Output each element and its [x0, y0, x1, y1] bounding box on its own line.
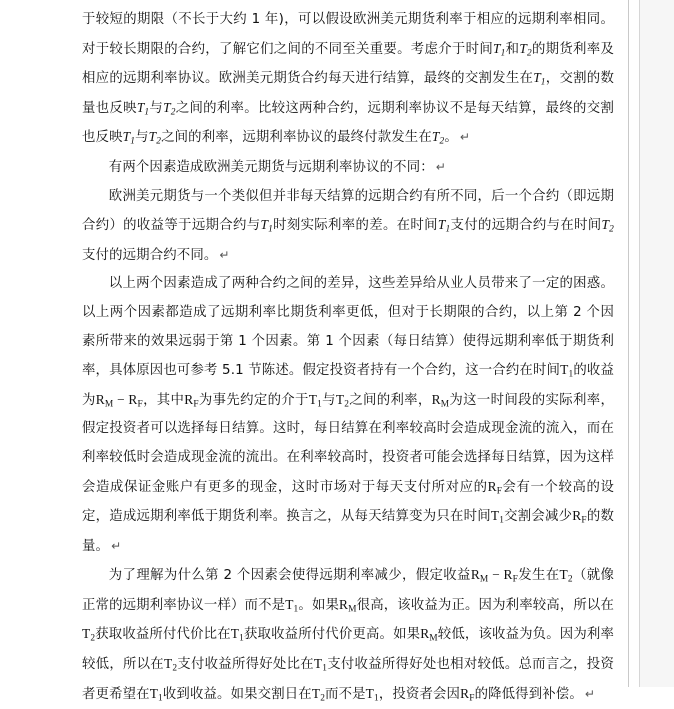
math-symbol [488, 567, 519, 585]
math-subscript: 1 [293, 604, 299, 615]
math-symbol [488, 479, 502, 494]
text-run: 与 [149, 100, 164, 116]
math-symbol [437, 217, 451, 235]
math-symbol [490, 508, 505, 526]
math-subscript: 2 [344, 399, 350, 410]
math-subscript: 2 [439, 136, 445, 147]
text-run: 收到收益。如果交割日在 [162, 686, 312, 702]
paragraph-mark-icon: ↵ [459, 130, 471, 145]
math-symbol [493, 41, 505, 56]
math-symbol [230, 626, 244, 644]
math-symbol [559, 567, 573, 585]
math-symbol [431, 391, 450, 410]
math-symbol-base: R [470, 567, 480, 583]
math-symbol [136, 99, 150, 118]
math-subscript: 1 [130, 136, 136, 147]
math-symbol-base: T [437, 217, 446, 233]
math-subscript: F [496, 485, 503, 496]
math-subscript: F [512, 574, 519, 585]
math-subscript: 2 [156, 136, 162, 147]
math-symbol-base: R [184, 391, 194, 407]
math-subscript: M [479, 574, 489, 585]
math-symbol [339, 596, 357, 615]
math-subscript: 2 [567, 574, 573, 585]
text-run: 的期货利率及相应的远期利率协议。欧洲美元期货合约每天进行结算，最终的交割发生在 [82, 41, 615, 87]
math-symbol [82, 626, 96, 644]
math-symbol-base: T [230, 626, 240, 642]
text-run: 支付收益所得好处比在 [177, 657, 314, 673]
math-subscript: 1 [374, 693, 379, 703]
math-subscript: M [348, 604, 357, 615]
text-run: 和 [505, 41, 520, 57]
math-symbol-base: T [560, 362, 569, 378]
math-symbol [560, 362, 574, 380]
math-subscript: 2 [90, 633, 96, 644]
text-run: 欧洲美元期货与一个类似但并非每天结算的远期合约有所不同，后一个合约（即远期合约）的收益等于远期合约与 [82, 188, 614, 234]
math-subscript: F [137, 399, 143, 410]
math-symbol-base: T [148, 129, 157, 145]
text-run: 很高，该收益为正。因为利率较高，所以在 [356, 597, 615, 613]
math-symbol-base: T [308, 391, 318, 407]
text-run: 以上两个因素造成了两种合约之间的差异，这些差异给从业人员带来了一定的困惑。以上两个因素都造成了远期利率比期货利率更低，但对于长期限的合约，以上第 2 个因素所带来的效果远弱于第 1 个因素。第 1 个因素（每日结算）使得远期利率低于期货利率，具体原因也可参考 5.1 节陈述。假定投资者持有一个合约，这一合约在时间 [82, 276, 614, 379]
text-run: 获取收益所付代价更高。如果 [243, 627, 421, 643]
text-run: 之间的利率， [349, 392, 432, 408]
text-run: 与 [321, 392, 336, 408]
text-run: 的数量。 [82, 509, 614, 554]
text-run: 的收益为 [82, 363, 614, 408]
math-symbol [572, 508, 587, 526]
math-symbol-base: T [313, 656, 323, 672]
math-symbol-base: T [136, 99, 145, 115]
math-symbol-base: − R [488, 567, 513, 583]
math-subscript: 2 [526, 47, 532, 58]
text-run: 。 [444, 130, 458, 146]
math-subscript: F [581, 515, 587, 526]
math-symbol-base: R [420, 626, 430, 642]
math-symbol-base: R [572, 508, 582, 524]
math-subscript: F [193, 399, 199, 410]
math-subscript: 1 [500, 47, 506, 58]
math-symbol [460, 686, 474, 701]
math-symbol-base: R [339, 596, 349, 612]
math-symbol [313, 656, 328, 674]
math-symbol-base: T [365, 685, 374, 701]
math-symbol-base: T [311, 685, 321, 701]
math-subscript: 1 [268, 224, 273, 235]
text-run: 时刻实际利率的差。在时间 [272, 218, 438, 234]
paragraph [82, 153, 614, 183]
text-run: 。如果 [298, 597, 340, 613]
math-symbol [312, 686, 325, 701]
paragraph-mark-icon: ↵ [435, 159, 446, 174]
math-symbol [533, 70, 546, 88]
math-symbol-base: T [519, 40, 527, 56]
text-run: 与 [135, 130, 149, 146]
page-right-edge [639, 0, 674, 687]
math-symbol [163, 99, 176, 118]
math-symbol-base: R [95, 391, 105, 407]
math-symbol-base: T [335, 391, 345, 407]
math-symbol [95, 391, 114, 410]
math-symbol [285, 596, 299, 615]
text-run: 支付的远期合约不同。 [82, 247, 218, 263]
math-symbol [260, 217, 273, 235]
math-symbol-base: − R [113, 391, 138, 407]
math-symbol [122, 129, 136, 147]
math-symbol-base: T [285, 596, 294, 612]
text-run: ，其中 [142, 392, 185, 408]
math-symbol-base: T [82, 626, 91, 642]
math-symbol [470, 567, 489, 585]
math-subscript: 2 [172, 663, 178, 674]
math-symbol-base: T [490, 508, 500, 524]
text-run: 之间的利率，远期利率协议的最终付款发生在 [161, 130, 432, 146]
math-symbol-base: T [122, 129, 131, 145]
document-body [82, 6, 614, 709]
math-symbol-base: T [260, 217, 269, 233]
math-symbol [431, 129, 445, 147]
math-subscript: 2 [170, 107, 176, 118]
math-subscript: F [469, 693, 475, 703]
math-subscript: 1 [540, 77, 546, 88]
math-symbol [150, 686, 163, 701]
text-run: 为这一时间段的实际利率，假定投资者可以选择每日结算。这时，每日结算在利率较高时会造成现金流的流入，而在利率较低时会造成现金流的流出。在利率较高时，投资者可能会选择每日结算，因为这样会造成保证金账户有更多的现金，这时市场对于每天支付所对应的 [82, 392, 614, 495]
paragraph [82, 270, 614, 561]
math-symbol [519, 41, 531, 56]
page-margin-line [628, 0, 629, 687]
text-run: 为事先约定的介于 [198, 392, 309, 408]
math-symbol [184, 391, 199, 410]
math-symbol-base: T [559, 567, 568, 583]
text-run: 支付的远期合约与在时间 [450, 218, 602, 234]
math-subscript: 1 [499, 515, 505, 526]
math-symbol-base: T [163, 99, 171, 115]
math-symbol-base: R [431, 391, 441, 407]
math-subscript: 1 [144, 107, 150, 118]
math-symbol [308, 391, 322, 410]
math-subscript: M [429, 633, 438, 644]
text-run: 而不是 [325, 686, 366, 702]
math-subscript: M [104, 399, 114, 410]
text-run: ，投资者会因 [378, 686, 461, 702]
math-symbol-base: T [493, 40, 501, 56]
math-symbol [420, 626, 438, 644]
text-run: ，交割的数量也反映 [82, 71, 615, 116]
paragraph-mark-icon: ↵ [219, 247, 230, 262]
math-subscript: 1 [568, 369, 574, 380]
math-subscript: 1 [317, 399, 322, 410]
text-run: 发生在 [518, 568, 560, 584]
math-subscript: 1 [158, 693, 163, 703]
math-symbol [113, 391, 143, 410]
text-run: 交割会减少 [504, 509, 573, 525]
math-symbol-base: R [460, 685, 470, 701]
math-symbol [148, 129, 162, 147]
math-subscript: 1 [239, 633, 244, 644]
paragraph [82, 183, 614, 271]
math-symbol [335, 391, 350, 410]
math-symbol [366, 686, 379, 701]
text-run: （就像正常的远期利率协议一样）而不是 [82, 568, 615, 613]
text-run: 为了理解为什么第 2 个因素会使得远期利率减少，假定收益 [108, 568, 471, 584]
math-subscript: 2 [609, 224, 614, 235]
math-symbol-base: R [487, 478, 497, 494]
math-symbol-base: T [533, 70, 541, 86]
math-symbol-base: T [149, 685, 159, 701]
text-run: 支付收益所得好处也相对较低。总而言之，投资者更希望在 [82, 657, 615, 702]
text-run: 获取收益所付代价比在 [95, 627, 231, 643]
math-subscript: 2 [320, 693, 326, 703]
text-run: 的降低得到补偿。 [474, 686, 583, 702]
paragraph [82, 6, 614, 153]
math-subscript: M [440, 399, 450, 410]
math-subscript: 1 [445, 224, 451, 235]
text-run: 之间的利率。比较这两种合约，远期利率协议不是每天结算，最终的交割也反映 [82, 100, 614, 146]
paragraph-mark-icon: ↵ [584, 686, 596, 701]
math-symbol-base: T [601, 217, 610, 233]
math-subscript: 1 [322, 663, 328, 674]
paragraph-mark-icon: ↵ [111, 538, 122, 553]
text-run: 于较短的期限（不长于大约 1 年)，可以假设欧洲美元期货利率于相应的远期利率相同。对于较长期限的合约，了解它们之间的不同至关重要。考虑介于时间 [82, 12, 614, 57]
math-symbol-base: T [163, 656, 173, 672]
math-symbol [601, 217, 614, 235]
text-run: 较低，该收益为负。因为利率较低，所以在 [82, 627, 615, 673]
text-run: 会有一个较高的设定，造成远期利率低于期货利率。换言之，从每天结算变为只在时间 [82, 479, 614, 525]
math-symbol-base: T [431, 129, 440, 145]
text-run: 有两个因素造成欧洲美元期货与远期利率协议的不同： [108, 159, 434, 175]
math-symbol [163, 656, 178, 674]
